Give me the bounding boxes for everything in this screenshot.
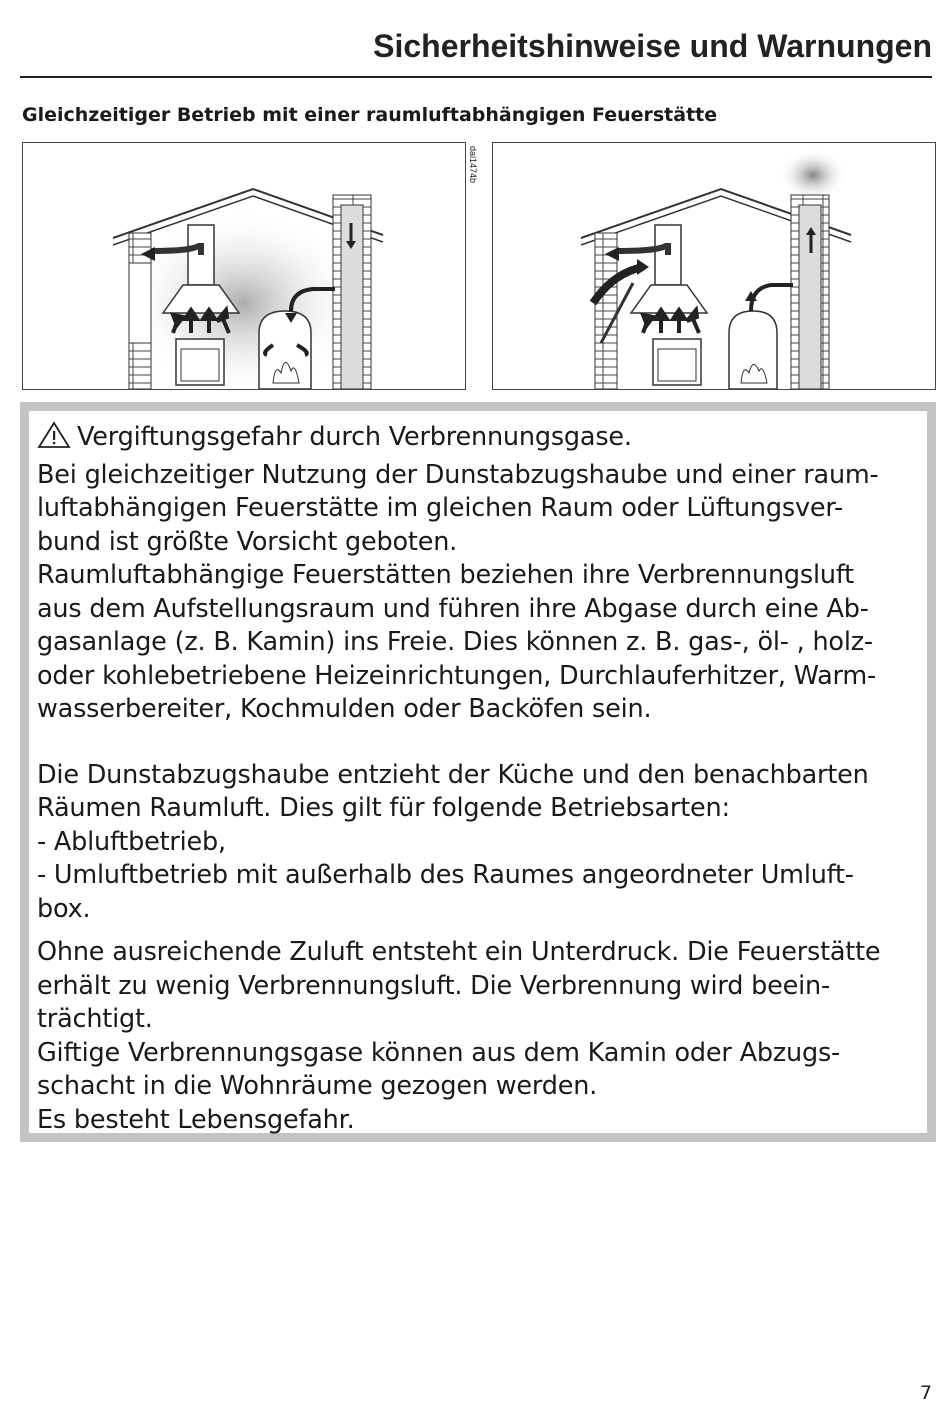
warning-paragraph-2: Die Dunstabzugshaube entzieht der Küche und den benachbarten Räumen Raumluft. Dies gilt für folgende Betriebsarten: - Abluftbetrieb, - Umluftbetrieb mit außerhalb des Raumes angeordneter Umluft- box. bbox=[37, 759, 869, 924]
warning-title-text: Vergiftungsgefahr durch Verbrennungsgase. bbox=[77, 422, 632, 452]
warning-paragraph-3: Ohne ausreichende Zuluft entsteht ein Unterdruck. Die Feuerstätte erhält zu wenig Verbrennungsluft. Die Verbrennung wird beein- trächtigt. Giftige Verbrennungsgase können aus dem Kamin oder Abzugs- schacht in die Wohnräume gezogen werden. Es besteht Lebensgefahr. bbox=[37, 937, 881, 1135]
figure-code: dai1474b bbox=[468, 146, 478, 184]
illustration-danger-operation bbox=[492, 142, 936, 390]
illustration-normal-operation bbox=[22, 142, 466, 390]
section-heading: Gleichzeitiger Betrieb mit einer raumluftabhängigen Feuerstätte bbox=[22, 104, 718, 126]
warning-icon bbox=[37, 421, 77, 459]
warning-paragraph-1: Bei gleichzeitiger Nutzung der Dunstabzugshaube und einer raum- luftabhängigen Feuerstätte im gleichen Raum oder Lüftungsver- bund ist größte Vorsicht geboten. Raumluftabhängige Feuerstätten beziehen ihre Verbrennungsluft aus dem Aufstellungsraum und führen ihre Abgase durch eine Ab- gasanlage (z. B. Kamin) ins Freie. Dies können z. B. gas-, öl- , holz- oder kohlebetriebene Heizeinrichtungen, Durchlauferhitzer, Warm- wasserbereiter, Kochmulden oder Backöfen sein. bbox=[37, 459, 879, 724]
warning-box bbox=[20, 402, 936, 1142]
page-number: 7 bbox=[919, 1382, 932, 1404]
warning-title bbox=[37, 421, 917, 459]
page-header-title: Sicherheitshinweise und Warnungen bbox=[373, 28, 932, 64]
header-divider bbox=[20, 76, 932, 78]
